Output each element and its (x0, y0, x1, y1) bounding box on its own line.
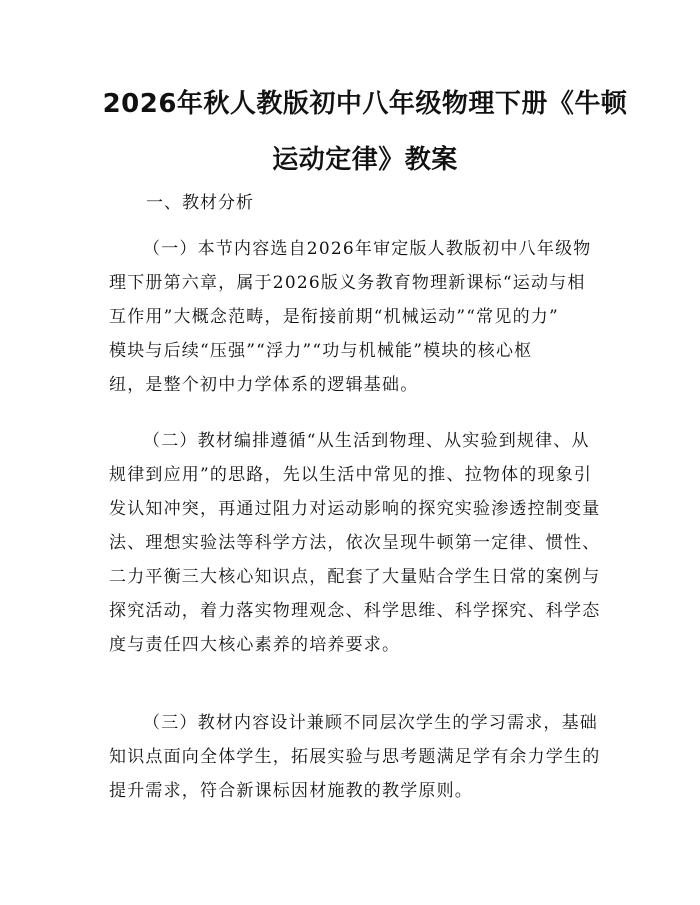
paragraph-line: 探究活动，着力落实物理观念、科学思维、科学探究、科学态 (109, 601, 601, 621)
paragraph-line: 知识点面向全体学生，拓展实验与思考题满足学有余力学生的 (109, 747, 601, 767)
paragraph-line: 纽，是整个初中力学体系的逻辑基础。 (109, 375, 419, 395)
section-heading: 一、教材分析 (146, 193, 254, 213)
paragraph-line: （三）教材内容设计兼顾不同层次学生的学习需求，基础 (143, 713, 598, 733)
paragraph-1 (109, 232, 609, 402)
paragraph-line: （二）教材编排遵循“从生活到物理、从实验到规律、从 (143, 431, 590, 451)
paragraph-line: 互作用”大概念范畴，是衔接前期“机械运动”“常见的力” (109, 307, 559, 327)
paragraph-2 (109, 424, 609, 662)
paragraph-line: 提升需求，符合新课标因材施教的教学原则。 (109, 781, 473, 801)
title-line: 运动定律》教案 (272, 145, 458, 175)
document-title (95, 76, 635, 188)
paragraph-line: 理下册第六章，属于2026版义务教育物理新课标“运动与相 (109, 273, 586, 293)
title-line: 2026年秋人教版初中八年级物理下册《牛顿 (102, 89, 628, 119)
paragraph-line: 法、理想实验法等科学方法，依次呈现牛顿第一定律、惯性、 (109, 533, 601, 553)
paragraph-line: 度与责任四大核心素养的培养要求。 (109, 635, 401, 655)
paragraph-3 (109, 706, 609, 808)
paragraph-line: 规律到应用”的思路，先以生活中常见的推、拉物体的现象引 (109, 465, 593, 485)
paragraph-line: 发认知冲突，再通过阻力对运动影响的探究实验渗透控制变量 (109, 499, 601, 519)
paragraph-line: （一）本节内容选自2026年审定版人教版初中八年级物 (143, 239, 592, 259)
paragraph-line: 二力平衡三大核心知识点，配套了大量贴合学生日常的案例与 (109, 567, 601, 587)
paragraph-line: 模块与后续“压强”“浮力”“功与机械能”模块的核心枢 (109, 341, 533, 361)
